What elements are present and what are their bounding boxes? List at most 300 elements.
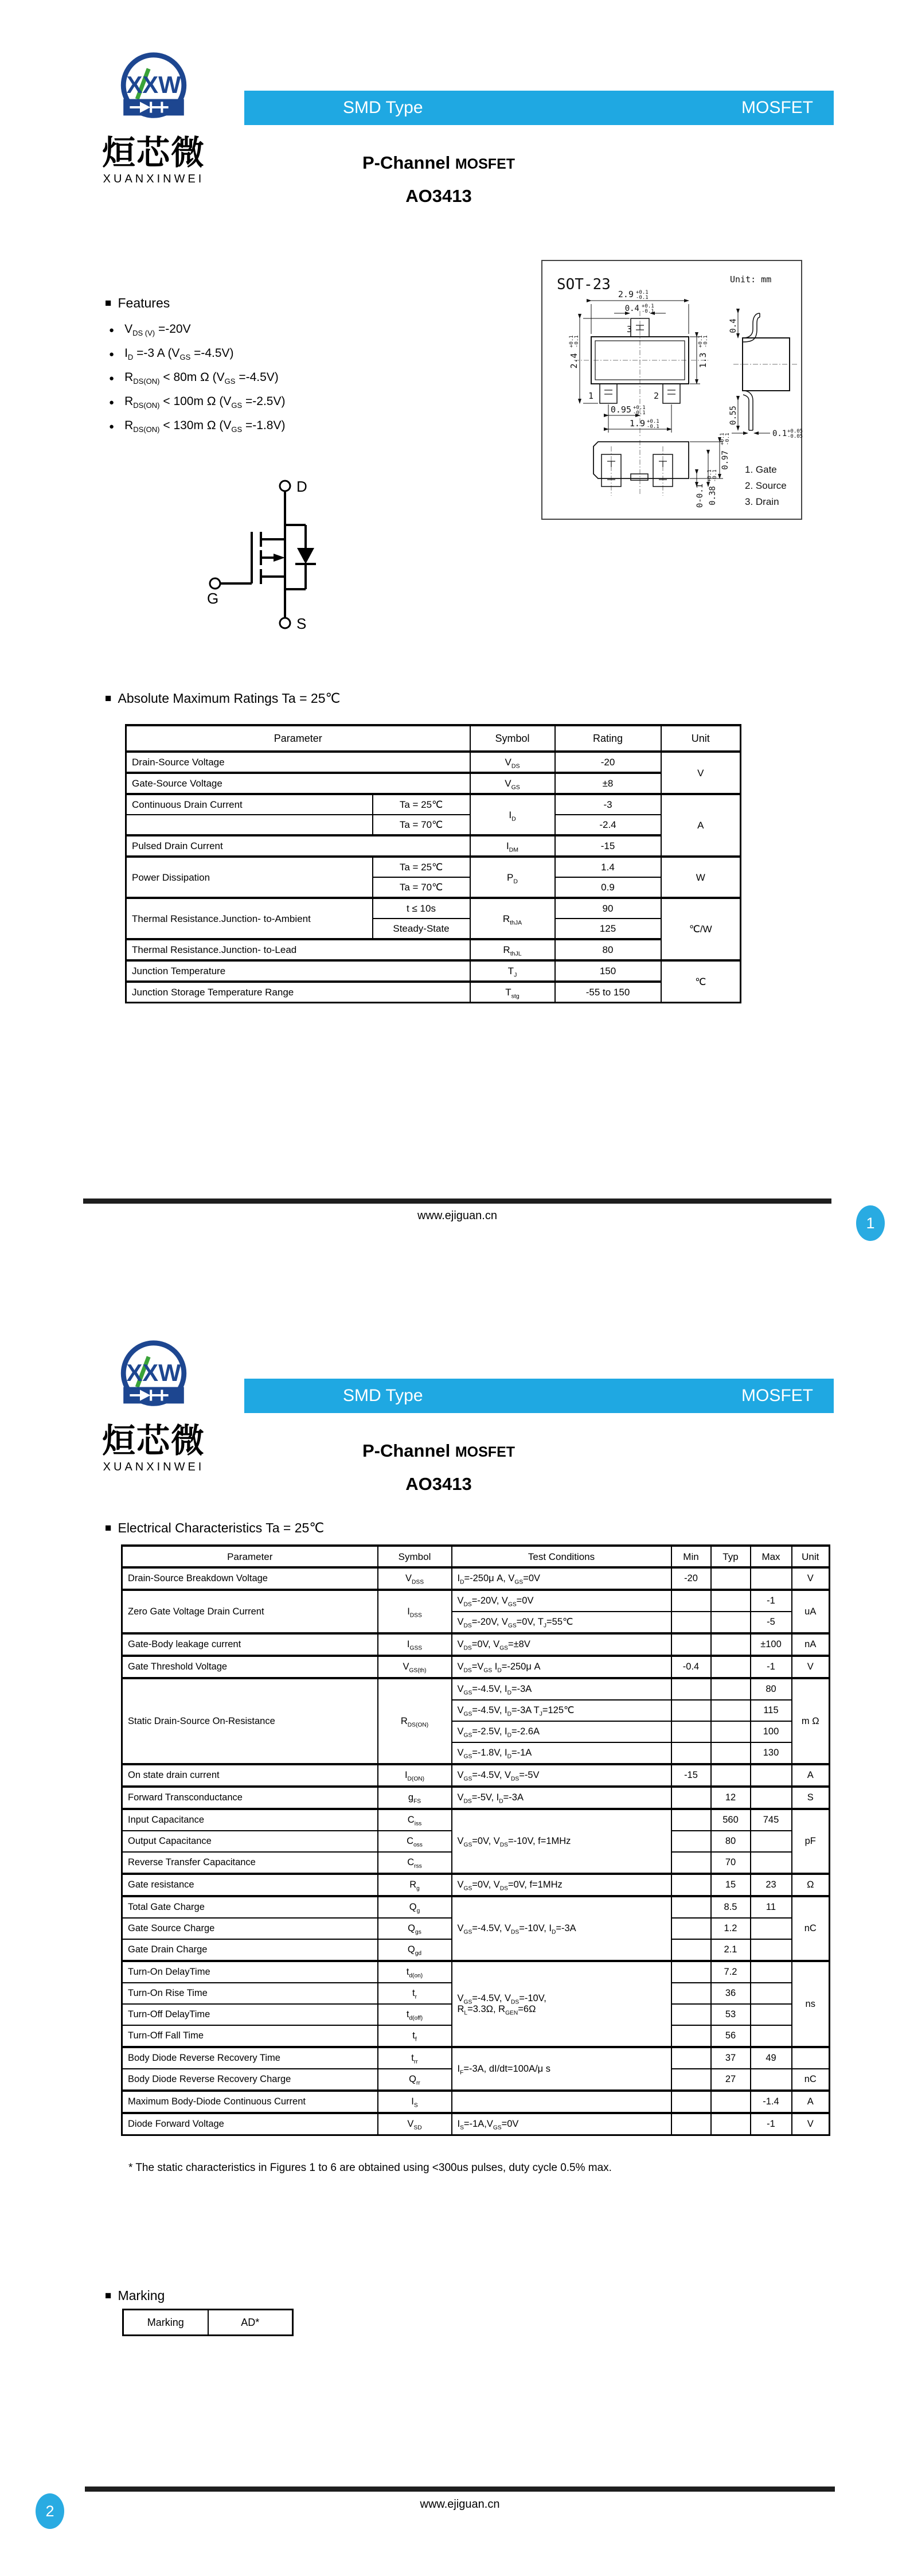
cell xyxy=(671,1809,711,1831)
feature-text: $V_{DS (V)} =-20V$ xyxy=(124,322,191,338)
svg-text:-0.1: -0.1 xyxy=(703,335,709,348)
svg-text:+0.1: +0.1 xyxy=(636,290,649,295)
cell: -15 xyxy=(555,835,661,857)
cell: A xyxy=(661,794,741,857)
cell: $V_{GS}=0V$, $V_{DS}=0V$, f=1MHz xyxy=(452,1874,671,1896)
svg-text:-0.1: -0.1 xyxy=(574,335,580,348)
cell: Total Gate Charge xyxy=(122,1896,378,1918)
abs-max-table xyxy=(125,724,741,1003)
cell: $R_g$ xyxy=(378,1874,452,1896)
terminal-label-gate: G xyxy=(207,590,219,607)
cell: nC xyxy=(792,2069,830,2091)
features-heading: ■ Features xyxy=(105,295,170,310)
cell: $P_D$ xyxy=(470,857,555,898)
cell: 11 xyxy=(751,1896,792,1918)
brand-name-cn: 烜芯微 xyxy=(101,134,205,172)
cell xyxy=(711,1764,751,1787)
dim-overall-height xyxy=(569,335,580,368)
brand-name-en: XUANXINWEI xyxy=(103,172,205,185)
section-square-icon: ■ xyxy=(105,692,112,705)
mosfet-symbol xyxy=(204,468,404,651)
terminal-label-drain: D xyxy=(296,478,307,495)
cell xyxy=(751,1852,792,1874)
cell: Body Diode Reverse Recovery Time xyxy=(122,2047,378,2069)
cell: $V_{GS(th)}$ xyxy=(378,1656,452,1678)
cell xyxy=(452,2091,671,2113)
cell: Body Diode Reverse Recovery Charge xyxy=(122,2069,378,2091)
cell: Ta = 70℃ xyxy=(373,877,470,898)
cell xyxy=(751,1787,792,1809)
cell xyxy=(671,1852,711,1874)
brand-name-en: XUANXINWEI xyxy=(103,1460,205,1473)
device-type: P-Channel MOSFET xyxy=(362,1441,515,1461)
dim-body-height xyxy=(698,335,709,368)
cell: ns xyxy=(792,1961,830,2047)
cell xyxy=(751,2004,792,2025)
cell: 150 xyxy=(555,960,661,982)
cell xyxy=(671,1874,711,1896)
cell xyxy=(671,1700,711,1721)
cell: Gate Threshold Voltage xyxy=(122,1656,378,1678)
cell: -20 xyxy=(555,752,661,773)
cell: Junction Storage Temperature Range xyxy=(126,982,470,1003)
cell: $I_{D(ON)}$ xyxy=(378,1764,452,1787)
bullet-icon: ● xyxy=(109,373,115,383)
cell: -1 xyxy=(751,1656,792,1678)
cell xyxy=(671,1742,711,1764)
page-number-badge: 1 xyxy=(856,1205,885,1241)
cell: 23 xyxy=(751,1874,792,1896)
cell: A xyxy=(792,2091,830,2113)
cell: -1 xyxy=(751,1590,792,1612)
cell: $V_{DS}=-20V$, $V_{GS}=0V$, $T_J=55℃$ xyxy=(452,1612,671,1633)
bullet-icon: ● xyxy=(109,422,115,431)
cell: pF xyxy=(792,1809,830,1874)
features-list xyxy=(109,322,285,443)
bullet-icon: ● xyxy=(109,398,115,407)
svg-text:+0.05: +0.05 xyxy=(787,429,803,434)
cell: Diode Forward Voltage xyxy=(122,2113,378,2135)
brand-name-cn: 烜芯微 xyxy=(101,1422,205,1460)
dim-standoff xyxy=(696,484,705,508)
cell xyxy=(711,1721,751,1742)
cell xyxy=(751,1764,792,1787)
cell: 80 xyxy=(711,1831,751,1852)
dim-lead-top: 0.4 xyxy=(729,318,738,333)
part-number: AO3413 xyxy=(405,186,472,206)
cell: Turn-Off Fall Time xyxy=(122,2025,378,2047)
feature-text: $R_{DS(ON)} < 80m$ Ω $(V_{GS} =-4.5V)$ xyxy=(124,371,279,386)
cell: $V_{DSS}$ xyxy=(378,1567,452,1590)
device-type: P-Channel MOSFET xyxy=(362,153,515,173)
cell xyxy=(671,2069,711,2091)
cell: $Q_{gs}$ xyxy=(378,1918,452,1939)
cell xyxy=(751,1567,792,1590)
cell: 745 xyxy=(751,1809,792,1831)
cell: t ≤ 10s xyxy=(373,898,470,919)
cell: $R_{thJL}$ xyxy=(470,939,555,960)
cell: $I_F=-3A$, dI/dt=100A/μ s xyxy=(452,2047,671,2091)
svg-text:-0.1: -0.1 xyxy=(647,424,659,430)
svg-text:-0.1: -0.1 xyxy=(712,469,718,482)
cell: Gate-Body leakage current xyxy=(122,1633,378,1656)
svg-text:+0.1: +0.1 xyxy=(707,469,713,482)
cell: Turn-On DelayTime xyxy=(122,1961,378,1983)
col-header: Unit xyxy=(661,725,741,752)
cell: -5 xyxy=(751,1612,792,1633)
cell: $t_{rr}$ xyxy=(378,2047,452,2069)
feature-item xyxy=(109,371,285,384)
dim-pad-height xyxy=(720,433,731,470)
footer-rule xyxy=(85,2486,835,2492)
cell: $I_{DSS}$ xyxy=(378,1590,452,1633)
svg-text:+0.1: +0.1 xyxy=(633,405,646,411)
cell: 8.5 xyxy=(711,1896,751,1918)
cell: $V_{GS}=-4.5V$, $I_D=-3A$ $T_J=125℃$ xyxy=(452,1700,671,1721)
cell: $g_{FS}$ xyxy=(378,1787,452,1809)
feature-item xyxy=(109,322,285,336)
cell xyxy=(711,1742,751,1764)
cell: $V_{DS}=-5V$, $I_D=-3A$ xyxy=(452,1787,671,1809)
pin-legend-gate: 1. Gate xyxy=(745,464,777,475)
cell: Drain-Source Voltage xyxy=(126,752,470,773)
cell: 27 xyxy=(711,2069,751,2091)
unit-label: Unit: mm xyxy=(730,274,772,285)
feature-item xyxy=(109,347,285,360)
dim-span: 1.9 xyxy=(629,418,645,429)
cell xyxy=(751,1961,792,1983)
cell: $V_{SD}$ xyxy=(378,2113,452,2135)
brand-logo-icon xyxy=(103,40,204,133)
cell xyxy=(751,1983,792,2004)
dim-pitch: 0.95 xyxy=(610,404,631,415)
cell xyxy=(671,2025,711,2047)
cell xyxy=(751,1939,792,1961)
bottom-view xyxy=(593,442,689,487)
cell: Gate Source Charge xyxy=(122,1918,378,1939)
cell xyxy=(671,1983,711,2004)
cell xyxy=(126,815,373,835)
feature-text: $R_{DS(ON)} < 130m$ Ω $(V_{GS} =-1.8V)$ xyxy=(124,419,286,434)
cell: 37 xyxy=(711,2047,751,2069)
col-header: Max xyxy=(751,1546,792,1567)
brand-logo xyxy=(87,40,220,186)
cell xyxy=(711,1633,751,1656)
brand-logo xyxy=(87,1328,220,1474)
cell: -0.4 xyxy=(671,1656,711,1678)
cell: -55 to 150 xyxy=(555,982,661,1003)
svg-text:0.97: 0.97 xyxy=(721,450,730,470)
cell: $R_{DS(ON)}$ xyxy=(378,1678,452,1764)
cell: V xyxy=(792,1567,830,1590)
svg-text:-0.05: -0.05 xyxy=(787,434,803,439)
cell: Gate-Source Voltage xyxy=(126,773,470,794)
svg-text:+0.1: +0.1 xyxy=(642,303,654,309)
cell: 70 xyxy=(711,1852,751,1874)
cell: $V_{DS}$ xyxy=(470,752,555,773)
cell: 1.2 xyxy=(711,1918,751,1939)
elec-heading: ■ Electrical Characteristics Ta = 25℃ xyxy=(105,1520,325,1535)
logo-acronym: XXW xyxy=(126,71,181,99)
cell: ℃ xyxy=(661,960,741,1003)
cell: ±8 xyxy=(555,773,661,794)
cell: 53 xyxy=(711,2004,751,2025)
col-header: Parameter xyxy=(122,1546,378,1567)
cell: Junction Temperature xyxy=(126,960,470,982)
cell: $C_{rss}$ xyxy=(378,1852,452,1874)
cell: Ta = 25℃ xyxy=(373,794,470,815)
cell: $Q_{rr}$ xyxy=(378,2069,452,2091)
cell: Output Capacitance xyxy=(122,1831,378,1852)
cell: 125 xyxy=(555,919,661,939)
cell: nA xyxy=(792,1633,830,1656)
cell xyxy=(751,2069,792,2091)
feature-item xyxy=(109,419,285,433)
cell: Zero Gate Voltage Drain Current xyxy=(122,1590,378,1633)
cell: $I_{GSS}$ xyxy=(378,1633,452,1656)
header-right: MOSFET xyxy=(741,98,813,117)
cell: Steady-State xyxy=(373,919,470,939)
cell: Static Drain-Source On-Resistance xyxy=(122,1678,378,1764)
bullet-icon: ● xyxy=(109,349,115,359)
cell xyxy=(671,1633,711,1656)
cell: 80 xyxy=(555,939,661,960)
cell xyxy=(671,1590,711,1612)
cell: Gate Drain Charge xyxy=(122,1939,378,1961)
pin-legend-source: 2. Source xyxy=(745,480,787,491)
brand-logo-icon xyxy=(103,1328,204,1421)
cell: Forward Transconductance xyxy=(122,1787,378,1809)
cell: $V_{GS}$ xyxy=(470,773,555,794)
bottom-dim-lines xyxy=(690,442,723,487)
cell: $V_{GS}=-4.5V$, $I_D=-3A$ xyxy=(452,1678,671,1700)
cell xyxy=(711,1590,751,1612)
cell: $t_{d(off)}$ xyxy=(378,2004,452,2025)
cell: $V_{DS}=-20V$, $V_{GS}=0V$ xyxy=(452,1590,671,1612)
cell: Input Capacitance xyxy=(122,1809,378,1831)
cell: $I_{DM}$ xyxy=(470,835,555,857)
cell xyxy=(671,1961,711,1983)
marking-heading: ■ Marking xyxy=(105,2288,165,2303)
cell: $V_{DS}=0V$, $V_{GS}=\pm 8V$ xyxy=(452,1633,671,1656)
cell: V xyxy=(792,2113,830,2135)
svg-text:+0.1: +0.1 xyxy=(569,335,575,348)
cell: $I_D$ xyxy=(470,794,555,835)
cell xyxy=(671,2091,711,2113)
cell: 12 xyxy=(711,1787,751,1809)
col-header: Symbol xyxy=(378,1546,452,1567)
header-bar: SMD Type MOSFET xyxy=(244,1379,834,1413)
cell: $I_D=-250\mu$ A, $V_{GS}=0V$ xyxy=(452,1567,671,1590)
page-title xyxy=(241,153,636,207)
dim-lead-thickness: 0.1 xyxy=(772,429,787,438)
dim-body-width: 2.9 xyxy=(618,289,634,299)
cell: Power Dissipation xyxy=(126,857,373,898)
cell: Continuous Drain Current xyxy=(126,794,373,815)
side-view xyxy=(743,313,790,430)
cell: 49 xyxy=(751,2047,792,2069)
pin3-number: 3 xyxy=(627,324,632,334)
elec-char-table xyxy=(121,1544,830,2136)
cell: 0.9 xyxy=(555,877,661,898)
dim-pad-y xyxy=(707,469,718,505)
cell xyxy=(711,2113,751,2135)
cell xyxy=(711,1656,751,1678)
cell: $I_S=-1A,V_{GS}=0V$ xyxy=(452,2113,671,2135)
package-outline-diagram xyxy=(541,259,803,520)
cell xyxy=(751,2025,792,2047)
feature-text: $R_{DS(ON)} < 100m$ Ω $(V_{GS} =-2.5V)$ xyxy=(124,395,286,410)
dim-lead-bottom: 0.55 xyxy=(729,406,738,425)
cell: ℃/W xyxy=(661,898,741,960)
dim-pin-width: 0.4 xyxy=(624,304,639,313)
cell: Reverse Transfer Capacitance xyxy=(122,1852,378,1874)
terminal-label-source: S xyxy=(296,615,307,632)
cell: Turn-Off DelayTime xyxy=(122,2004,378,2025)
cell: ±100 xyxy=(751,1633,792,1656)
svg-text:-0.1: -0.1 xyxy=(636,295,649,301)
cell: Maximum Body-Diode Continuous Current xyxy=(122,2091,378,2113)
cell: AD* xyxy=(208,2310,293,2336)
cell: Thermal Resistance.Junction- to-Ambient xyxy=(126,898,373,939)
cell: 56 xyxy=(711,2025,751,2047)
header-bar xyxy=(244,91,834,125)
package-name: SOT-23 xyxy=(557,276,611,293)
cell: -2.4 xyxy=(555,815,661,835)
cell: Pulsed Drain Current xyxy=(126,835,470,857)
section-square-icon: ■ xyxy=(105,297,112,309)
cell xyxy=(792,2047,830,2069)
cell xyxy=(671,1787,711,1809)
cell xyxy=(671,1612,711,1633)
marking-table xyxy=(122,2309,294,2336)
cell: Ta = 25℃ xyxy=(373,857,470,877)
cell: Thermal Resistance.Junction- to-Lead xyxy=(126,939,470,960)
cell xyxy=(711,1567,751,1590)
cell: -3 xyxy=(555,794,661,815)
cell: $V_{GS}=-1.8V$, $I_D=-1A$ xyxy=(452,1742,671,1764)
cell: -1.4 xyxy=(751,2091,792,2113)
svg-text:XXW: XXW xyxy=(126,1359,181,1387)
cell xyxy=(671,1918,711,1939)
svg-text:-0.1: -0.1 xyxy=(633,410,646,416)
col-header: Typ xyxy=(711,1546,751,1567)
cell xyxy=(671,1721,711,1742)
cell xyxy=(671,2047,711,2069)
cell: $I_S$ xyxy=(378,2091,452,2113)
cell: $t_f$ xyxy=(378,2025,452,2047)
footer-url[interactable]: www.ejiguan.cn xyxy=(417,1209,497,1222)
section-square-icon: ■ xyxy=(105,2290,112,2302)
channel-arrow xyxy=(274,554,285,562)
svg-text:1.3: 1.3 xyxy=(698,352,708,368)
cell: $V_{GS}=-4.5V$, $V_{DS}=-5V$ xyxy=(452,1764,671,1787)
cell: 15 xyxy=(711,1874,751,1896)
cell: 560 xyxy=(711,1809,751,1831)
page-number-badge: 2 xyxy=(36,2493,64,2529)
cell: 115 xyxy=(751,1700,792,1721)
col-header: Symbol xyxy=(470,725,555,752)
cell: On state drain current xyxy=(122,1764,378,1787)
cell: Marking xyxy=(123,2310,208,2336)
cell xyxy=(711,1612,751,1633)
cell xyxy=(671,2113,711,2135)
cell xyxy=(751,1831,792,1852)
cell: uA xyxy=(792,1590,830,1633)
cell: 80 xyxy=(751,1678,792,1700)
svg-text:+0.1: +0.1 xyxy=(720,433,725,445)
cell: 90 xyxy=(555,898,661,919)
header-left: SMD Type xyxy=(343,98,423,117)
cell: 100 xyxy=(751,1721,792,1742)
cell xyxy=(711,1678,751,1700)
pin-legend-drain: 3. Drain xyxy=(745,496,779,507)
cell xyxy=(671,1939,711,1961)
cell: -15 xyxy=(671,1764,711,1787)
cell: 36 xyxy=(711,1983,751,2004)
svg-text:2.4: 2.4 xyxy=(569,353,579,369)
cell: $Q_{gd}$ xyxy=(378,1939,452,1961)
feature-item xyxy=(109,395,285,408)
cell xyxy=(671,1896,711,1918)
col-header: Rating xyxy=(555,725,661,752)
bullet-icon: ● xyxy=(109,325,115,335)
cell: $V_{GS}=0V$, $V_{DS}=-10V$, f=1MHz xyxy=(452,1809,671,1874)
cell xyxy=(671,1678,711,1700)
cell: $V_{GS}=-4.5V$, $V_{DS}=-10V$, $R_L=3.3\Omega$, $R_{GEN}=6\Omega$ xyxy=(452,1961,671,2047)
cell: V xyxy=(792,1656,830,1678)
cell: 2.1 xyxy=(711,1939,751,1961)
cell: $V_{GS}=-4.5V$, $V_{DS}=-10V$, $I_D=-3A$ xyxy=(452,1896,671,1961)
cell: $C_{oss}$ xyxy=(378,1831,452,1852)
cell xyxy=(671,1831,711,1852)
col-header: Test Conditions xyxy=(452,1546,671,1567)
cell: W xyxy=(661,857,741,898)
cell: -1 xyxy=(751,2113,792,2135)
cell: Gate resistance xyxy=(122,1874,378,1896)
svg-text:+0.1: +0.1 xyxy=(647,419,659,425)
cell xyxy=(711,2091,751,2113)
cell: nC xyxy=(792,1896,830,1961)
cell xyxy=(671,2004,711,2025)
cell: $T_{stg}$ xyxy=(470,982,555,1003)
cell: 130 xyxy=(751,1742,792,1764)
cell xyxy=(711,1700,751,1721)
feature-text: $I_D =-3$ A $(V_{GS} =-4.5V)$ xyxy=(124,347,234,362)
cell: m Ω xyxy=(792,1678,830,1764)
col-header: Unit xyxy=(792,1546,830,1567)
section-square-icon: ■ xyxy=(105,1522,112,1534)
footer-rule xyxy=(83,1198,831,1204)
cell: $t_r$ xyxy=(378,1983,452,2004)
footer-url[interactable]: www.ejiguan.cn xyxy=(420,2498,500,2511)
cell xyxy=(751,1918,792,1939)
cell: 7.2 xyxy=(711,1961,751,1983)
cell: $R_{thJA}$ xyxy=(470,898,555,939)
body-diode xyxy=(297,548,314,564)
cell: Ta = 70℃ xyxy=(373,815,470,835)
cell: -20 xyxy=(671,1567,711,1590)
cell: $V_{DS}=V_{GS}$ $I_D=-250\mu$ A xyxy=(452,1656,671,1678)
elec-note: * The static characteristics in Figures 1 to 6 are obtained using <300us pulses, duty cycle 0.5% max. xyxy=(128,2162,612,2174)
svg-text:+0.1: +0.1 xyxy=(698,335,704,348)
part-number: AO3413 xyxy=(405,1474,472,1494)
svg-text:0.38: 0.38 xyxy=(708,486,717,505)
cell: $C_{iss}$ xyxy=(378,1809,452,1831)
cell: A xyxy=(792,1764,830,1787)
cell: $Q_g$ xyxy=(378,1896,452,1918)
abs-max-heading: ■ Absolute Maximum Ratings Ta = 25℃ xyxy=(105,691,341,706)
